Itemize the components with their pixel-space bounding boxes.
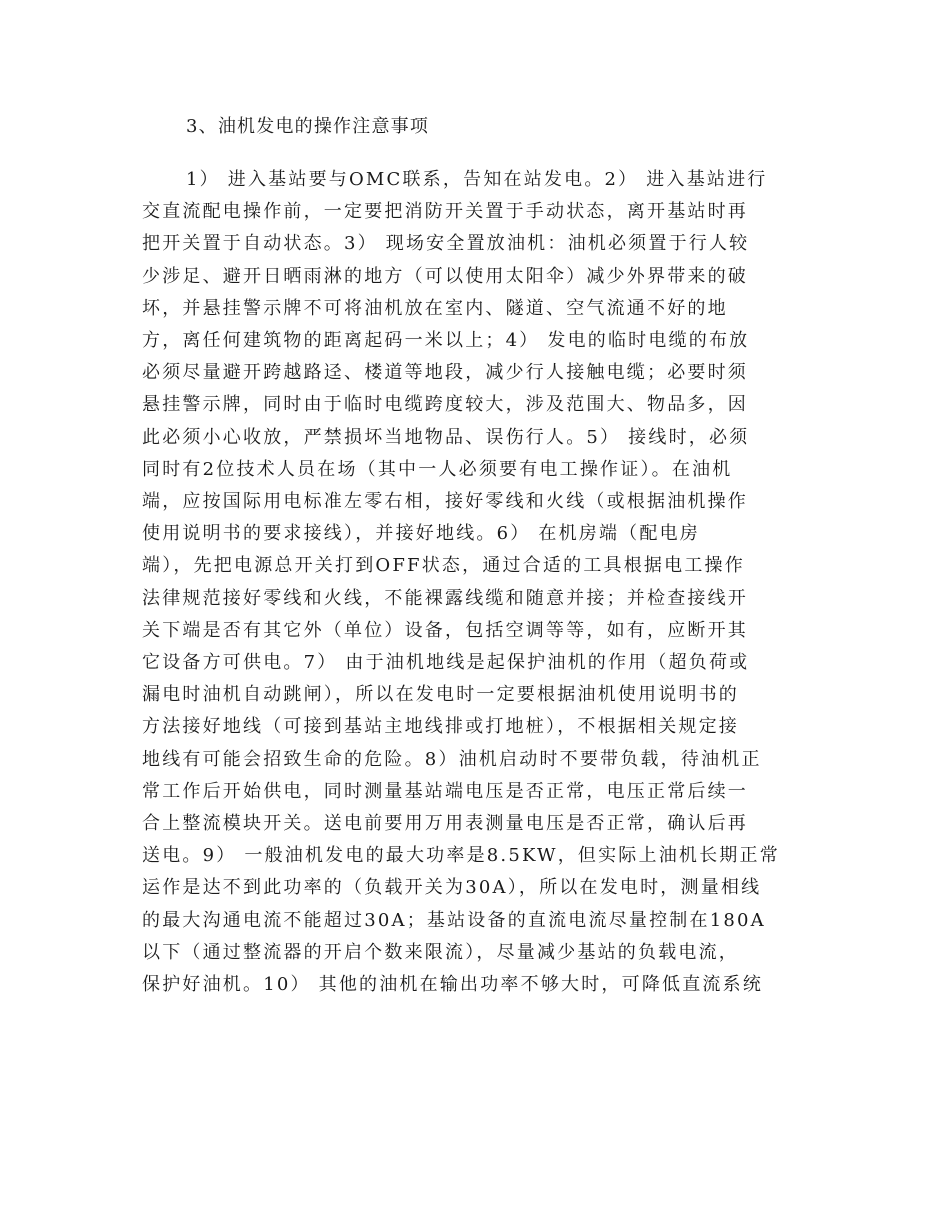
paragraph-line: 的最大沟通电流不能超过30A；基站设备的直流电流尽量控制在180A: [142, 909, 766, 931]
paragraph-line: 同时有2位技术人员在场（其中一人必须要有电工操作证）。在油机: [142, 458, 733, 480]
paragraph-line: 法律规范接好零线和火线，不能裸露线缆和随意并接；并检查接线开: [142, 587, 748, 609]
paragraph-line: 地线有可能会招致生命的危险。8）油机启动时不要带负载，待油机正: [142, 748, 762, 770]
paragraph-line: 端），先把电源总开关打到OFF状态，通过合适的工具根据电工操作: [142, 555, 745, 577]
paragraph-line: 漏电时油机自动跳闸），所以在发电时一定要根据油机使用说明书的: [142, 684, 739, 706]
paragraph-line: 坏，并悬挂警示牌不可将油机放在室内、隧道、空气流通不好的地: [142, 297, 728, 319]
paragraph-line: 送电。9） 一般油机发电的最大功率是8.5KW，但实际上油机长期正常: [142, 845, 780, 867]
paragraph-line: 保护好油机。10） 其他的油机在输出功率不够大时，可降低直流系统: [142, 974, 764, 995]
paragraph-line: 方，离任何建筑物的距离起码一米以上；4） 发电的临时电缆的布放: [142, 330, 750, 351]
paragraph-line: 以下（通过整流器的开启个数来限流），尽量减少基站的负载电流，: [142, 941, 739, 963]
paragraph-line: 合上整流模块开关。送电前要用万用表测量电压是否正常，确认后再: [142, 813, 748, 834]
paragraph-line: 此必须小心收放，严禁损坏当地物品、误伤行人。5） 接线时，必须: [142, 426, 750, 448]
paragraph-line: 它设备方可供电。7） 由于油机地线是起保护油机的作用（超负荷或: [142, 652, 750, 673]
paragraph-line: 悬挂警示牌，同时由于临时电缆跨度较大，涉及范围大、物品多，因: [142, 394, 748, 416]
paragraph-line: 交直流配电操作前，一定要把消防开关置于手动状态，离开基站时再: [142, 201, 748, 223]
paragraph-line: 方法接好地线（可接到基站主地线排或打地桩），不根据相关规定接: [142, 716, 739, 738]
paragraph-line: 运作是达不到此功率的（负载开关为30A），所以在发电时，测量相线: [142, 877, 762, 899]
paragraph-line: 必须尽量避开跨越路迳、楼道等地段，减少行人接触电缆；必要时须: [142, 362, 748, 384]
section-heading: 3、油机发电的操作注意事项: [186, 116, 430, 137]
paragraph-line: 把开关置于自动状态。3） 现场安全置放油机：油机必须置于行人较: [142, 233, 750, 255]
paragraph-line: 1） 进入基站要与OMC联系，告知在站发电。2） 进入基站进行: [186, 169, 768, 190]
paragraph-line: 端，应按国际用电标准左零右相，接好零线和火线（或根据油机操作: [142, 491, 748, 512]
paragraph-line: 关下端是否有其它外（单位）设备，包括空调等等，如有，应断开其: [142, 619, 748, 641]
paragraph-line: 少涉足、避开日晒雨淋的地方（可以使用太阳伞）减少外界带来的破: [142, 265, 748, 287]
paragraph-line: 使用说明书的要求接线），并接好地线。6） 在机房端（配电房: [142, 523, 700, 545]
paragraph-line: 常工作后开始供电，同时测量基站端电压是否正常，电压正常后续一: [142, 780, 748, 802]
